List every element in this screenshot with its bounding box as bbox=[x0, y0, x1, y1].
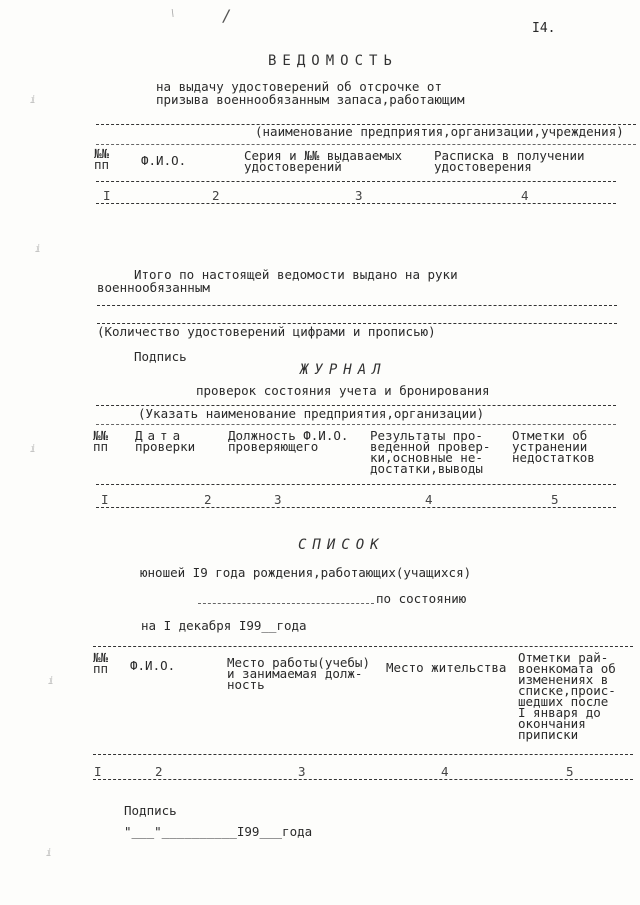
spisok-col-3-header: Место работы(учебы) и занимаемая долж- ность bbox=[227, 655, 370, 692]
date-footer: "___"__________I99___года bbox=[124, 824, 313, 839]
vedomost-colnum-2: 2 bbox=[212, 188, 220, 203]
scan-mark: ⅈ bbox=[46, 848, 53, 859]
org-caption: (наименование предприятия,организации,учреждения) bbox=[255, 124, 624, 139]
scan-mark: ⅈ bbox=[30, 444, 37, 455]
state-suffix: по состоянию bbox=[376, 591, 467, 606]
journal-col-2-header: Дата проверки bbox=[135, 428, 196, 454]
total-line-1: Итого по настоящей ведомости выдано на руки bbox=[134, 267, 458, 282]
vedomost-title: ВЕДОМОСТЬ bbox=[268, 53, 398, 69]
journal-col-5-header: Отметки об устранении недостатков bbox=[512, 428, 595, 465]
journal-title: ЖУРНАЛ bbox=[300, 362, 387, 378]
vedomost-colnum-3: 3 bbox=[355, 188, 363, 203]
spisok-col-2-header: Ф.И.О. bbox=[130, 658, 176, 673]
journal-col-4-header: Результаты про- веденной провер- ки,основные не- достатки,выводы bbox=[370, 428, 491, 476]
spisok-table-top-rule bbox=[93, 646, 633, 647]
total-line-2: военнообязанным bbox=[97, 280, 210, 295]
journal-org-caption: (Указать наименование предприятия,организации) bbox=[138, 406, 485, 421]
vedomost-colnum-1: I bbox=[103, 188, 111, 203]
spisok-col-5-header: Отметки рай- военкомата об изменениях в списке,проис- шедших после I января до окончания приписки bbox=[518, 650, 616, 742]
vedomost-colnum-4: 4 bbox=[521, 188, 529, 203]
vedomost-col-2-header: Ф.И.О. bbox=[141, 153, 187, 168]
spisok-colnum-5: 5 bbox=[566, 764, 574, 779]
scan-mark: / bbox=[222, 6, 232, 25]
scan-mark: ⅈ bbox=[35, 244, 42, 255]
vedomost-col-4-header: Расписка в получении удостоверения bbox=[434, 148, 585, 174]
spisok-colnum-4: 4 bbox=[441, 764, 449, 779]
scan-mark: ⅈ bbox=[48, 676, 55, 687]
table-top-rule bbox=[96, 144, 636, 145]
colnum-rule bbox=[96, 203, 616, 204]
journal-colnum-2: 2 bbox=[204, 492, 212, 507]
date-line: на I декабря I99__года bbox=[141, 618, 307, 633]
vedomost-line-2: призыва военнообязанным запаса,работающим bbox=[156, 92, 465, 107]
spisok-title: СПИСОК bbox=[298, 537, 385, 553]
journal-colnum-3: 3 bbox=[274, 492, 282, 507]
count-caption: (Количество удостоверений цифрами и прописью) bbox=[97, 324, 436, 339]
spisok-col-4-header: Место жительства bbox=[386, 660, 507, 675]
journal-subtitle: проверок состояния учета и бронирования bbox=[196, 383, 490, 398]
spisok-signature: Подпись bbox=[124, 803, 177, 818]
journal-colnum-5: 5 bbox=[551, 492, 559, 507]
page-number: I4. bbox=[532, 21, 556, 36]
total-fill-rule bbox=[97, 305, 617, 306]
state-fill-rule bbox=[198, 603, 374, 604]
vedomost-col-1-header: №№ пп bbox=[94, 146, 110, 172]
journal-table-top-rule bbox=[96, 424, 616, 425]
scan-mark: ⅈ bbox=[30, 95, 37, 106]
vedomost-line-1: на выдачу удостоверений об отсрочке от bbox=[156, 79, 442, 94]
spisok-colnum-2: 2 bbox=[155, 764, 163, 779]
spisok-colnum-1: I bbox=[94, 764, 102, 779]
journal-col-1-header: №№ пп bbox=[93, 428, 109, 454]
scan-mark: \ bbox=[170, 8, 177, 19]
journal-col-3-header: Должность Ф.И.О. проверяющего bbox=[228, 428, 349, 454]
vedomost-signature: Подпись bbox=[134, 349, 187, 364]
spisok-colnum-rule bbox=[93, 779, 633, 780]
spisok-col-1-header: №№ пп bbox=[93, 650, 109, 676]
journal-colnum-1: I bbox=[101, 492, 109, 507]
spisok-header-bottom-rule bbox=[93, 754, 633, 755]
spisok-colnum-3: 3 bbox=[298, 764, 306, 779]
spisok-line-1: юношей I9 года рождения,работающих(учащихся) bbox=[140, 565, 472, 580]
header-bottom-rule bbox=[96, 181, 616, 182]
journal-header-bottom-rule bbox=[96, 484, 616, 485]
vedomost-col-3-header: Серия и №№ выдаваемых удостоверений bbox=[244, 148, 403, 174]
journal-colnum-rule bbox=[96, 507, 616, 508]
journal-colnum-4: 4 bbox=[425, 492, 433, 507]
